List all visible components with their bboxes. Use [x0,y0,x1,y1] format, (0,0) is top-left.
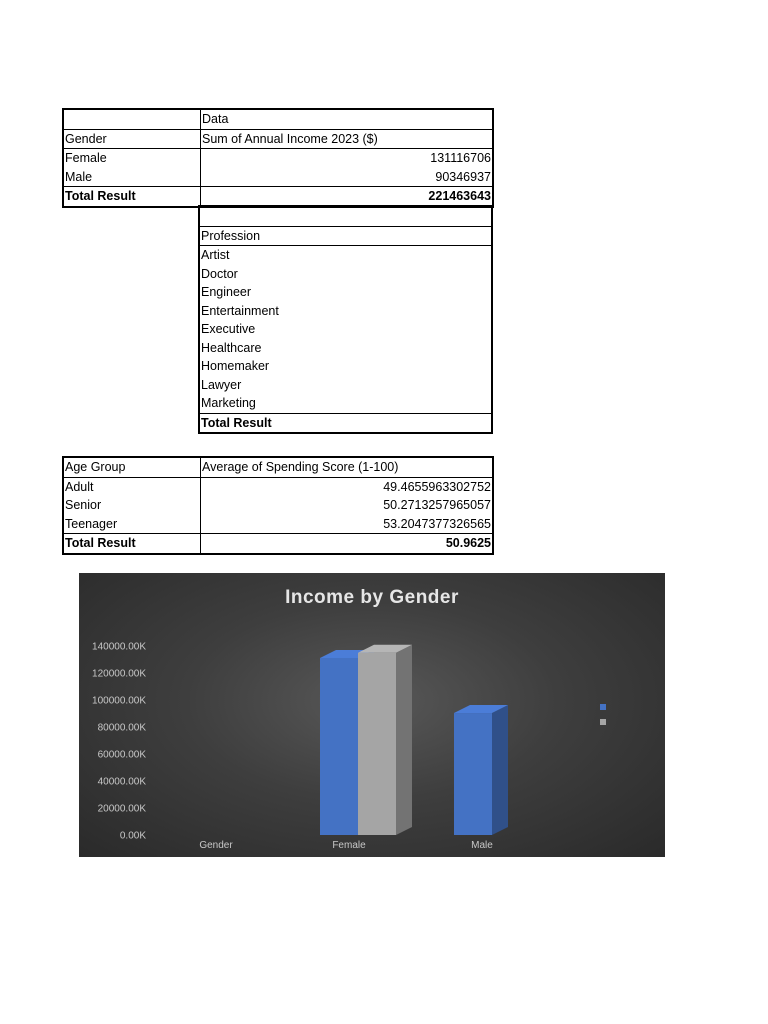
blank-cell [199,206,492,226]
y-tick-label: 120000.00K [92,668,146,680]
x-category-label: Male [471,840,493,851]
profession-item: Healthcare [201,340,262,355]
row-label-adult: Adult [63,477,201,496]
profession-total-label: Total Result [199,413,492,433]
chart-title: Income by Gender [285,587,459,608]
profession-header-cell: Profession [199,226,492,246]
gender-header-cell: Gender [63,129,201,149]
spending-score-table [62,456,494,555]
spending-total-label: Total Result [63,534,201,554]
bar-series-2-female[interactable] [358,645,412,835]
row-value-female: 131116706 [430,151,491,166]
row-label-teenager: Teenager [63,515,201,534]
row-label-senior: Senior [63,496,201,515]
y-tick-label: 20000.00K [97,803,146,815]
profession-item: Executive [201,322,256,337]
y-tick-label: 0.00K [119,830,146,842]
income-by-gender-table [62,108,494,208]
y-tick-label: 40000.00K [97,776,146,788]
row-value-male: 90346937 [435,169,491,184]
profession-item: Entertainment [201,303,279,318]
profession-item: Marketing [201,396,256,411]
row-value-adult: 49.4655963302752 [383,479,491,494]
income-by-gender-chart[interactable] [79,573,665,857]
profession-item: Artist [201,248,230,263]
row-value-teenager: 53.2047377326565 [383,516,491,531]
y-tick-label: 140000.00K [92,641,146,653]
spending-score-header-cell: Average of Spending Score (1-100) [201,457,494,477]
age-group-header-cell: Age Group [63,457,201,477]
header-spacer-cell [63,109,201,129]
x-category-label: Female [332,840,366,851]
row-label-male: Male [63,168,201,187]
x-category-label: Gender [199,840,233,851]
profession-item: Homemaker [201,359,270,374]
row-value-senior: 50.2713257965057 [383,498,491,513]
data-header-cell: Data [201,109,494,129]
profession-item: Engineer [201,285,252,300]
legend-marker-series-2 [600,719,606,725]
y-tick-label: 80000.00K [97,722,146,734]
profession-item: Doctor [201,266,238,281]
income-sum-header-cell: Sum of Annual Income 2023 ($) [201,129,494,149]
spending-total-value: 50.9625 [201,534,494,554]
y-tick-label: 100000.00K [92,695,146,707]
row-label-female: Female [63,149,201,168]
y-tick-label: 60000.00K [97,749,146,761]
profession-table [198,205,493,434]
chart-plot-area [79,573,665,857]
legend-marker-series-1 [600,704,606,710]
profession-item: Lawyer [201,377,242,392]
total-label: Total Result [63,187,201,207]
total-value: 221463643 [201,187,494,207]
